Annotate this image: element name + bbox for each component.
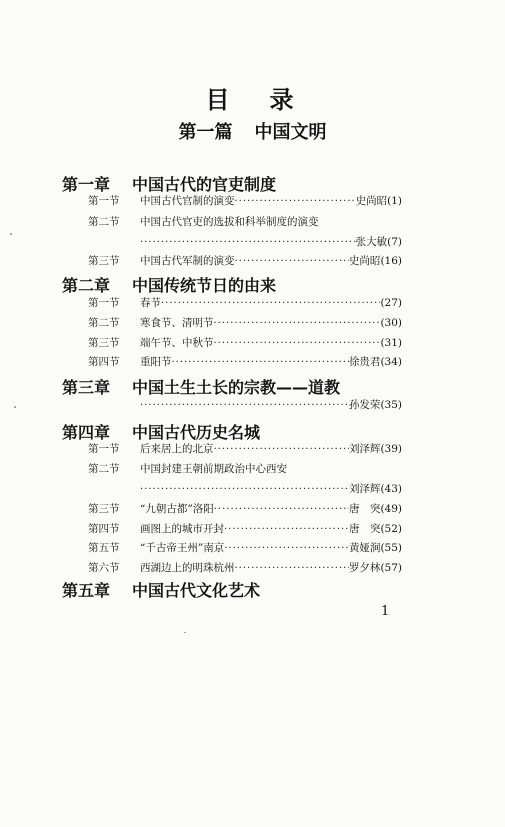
entry-title: 春节 — [140, 297, 161, 309]
chapter-title: 中国古代的官吏制度 — [132, 175, 277, 194]
section-number — [88, 336, 140, 350]
toc-entry — [140, 502, 402, 517]
entry-title: 中国古代官吏的选拔和科举制度的演变 — [140, 216, 319, 228]
entry-author: 张大敏 — [355, 236, 388, 248]
section-num: 第五节 — [88, 542, 120, 554]
leader-dots — [235, 255, 349, 269]
section-number — [88, 254, 140, 268]
part-number: 第一篇 — [178, 122, 233, 143]
leader-dots — [214, 337, 381, 351]
toc-entry — [140, 522, 402, 537]
toc-entry — [140, 254, 402, 269]
section-num: 第六节 — [88, 562, 120, 574]
leader-dots — [140, 236, 356, 250]
entry-title: “九朝古都”洛阳 — [140, 503, 214, 515]
toc-entry-continuation — [140, 235, 402, 250]
entry-title: 重阳节 — [140, 356, 172, 368]
toc-entry-continuation — [140, 482, 402, 497]
leader-dots — [214, 503, 349, 517]
section-num: 第四节 — [88, 523, 120, 535]
entry-page: (43) — [380, 483, 402, 495]
entry-author: 史尚昭 — [355, 195, 388, 207]
leader-dots — [235, 562, 349, 576]
entry-page: (31) — [380, 337, 402, 349]
section-num: 第一节 — [88, 195, 120, 207]
entry-page: (35) — [380, 399, 402, 411]
toc-entry — [140, 561, 402, 576]
section-number — [88, 561, 140, 575]
entry-author: 黄娅涧 — [348, 542, 381, 554]
section-num: 第一节 — [88, 297, 120, 309]
entry-author: 唐 突 — [348, 523, 381, 535]
chapter-heading — [62, 375, 340, 398]
entry-title: 西湖边上的明珠杭州 — [140, 562, 235, 574]
toc-entry — [140, 336, 402, 351]
section-num: 第二节 — [88, 216, 120, 228]
section-number — [88, 355, 140, 369]
section-number — [88, 502, 140, 516]
entry-page: (52) — [380, 523, 402, 535]
entry-author: 唐 突 — [348, 503, 381, 515]
toc-entry — [140, 316, 402, 331]
section-number — [88, 296, 140, 310]
leader-dots — [214, 317, 381, 331]
entry-page: (39) — [380, 443, 402, 455]
leader-dots — [224, 523, 349, 537]
leader-dots — [140, 399, 349, 413]
entry-page: (16) — [380, 255, 402, 267]
entry-page: (27) — [380, 297, 402, 309]
leader-dots — [214, 443, 349, 457]
leader-dots — [235, 195, 356, 209]
entry-title: 中国封建王朝前期政治中心西安 — [140, 463, 287, 475]
entry-page: (49) — [380, 503, 402, 515]
entry-title: “千古帝王州”南京 — [140, 542, 225, 554]
leader-dots — [224, 542, 349, 556]
entry-author: 刘泽辉 — [348, 483, 381, 495]
entry-title: 画图上的城市开封 — [140, 523, 224, 535]
title-char-2: 录 — [269, 86, 300, 114]
scan-speck — [184, 632, 186, 633]
leader-dots — [172, 356, 349, 370]
toc-entry — [140, 296, 402, 311]
part-title: 中国文明 — [254, 122, 327, 143]
entry-author: 孙发荣 — [348, 399, 381, 411]
entry-title: 端午节、中秋节 — [140, 337, 214, 349]
chapter-number: 第四章 — [62, 423, 111, 442]
chapter-number: 第三章 — [62, 378, 111, 397]
section-number — [88, 194, 140, 208]
chapter-heading — [62, 420, 260, 443]
section-num: 第三节 — [88, 255, 120, 267]
section-num: 第一节 — [88, 443, 120, 455]
section-num: 第三节 — [88, 337, 120, 349]
toc-title — [0, 80, 505, 115]
chapter-title: 中国传统节日的由来 — [132, 276, 277, 295]
section-number — [88, 215, 140, 229]
chapter-title: 中国土生土长的宗教——道教 — [132, 378, 341, 397]
scan-speck — [14, 406, 16, 408]
entry-page: (55) — [380, 542, 402, 554]
entry-author: 史尚昭 — [348, 255, 381, 267]
chapter-heading — [62, 172, 276, 195]
part-heading — [0, 118, 505, 144]
chapter-number: 第一章 — [62, 175, 111, 194]
leader-dots — [161, 297, 380, 311]
section-number — [88, 541, 140, 555]
leader-dots — [140, 483, 349, 497]
entry-page: (1) — [387, 195, 402, 207]
section-num: 第二节 — [88, 463, 120, 475]
entry-page: (57) — [380, 562, 402, 574]
toc-entry — [140, 194, 402, 209]
section-number — [88, 522, 140, 536]
entry-author: 刘泽辉 — [348, 443, 381, 455]
entry-title: 中国古代官制的演变 — [140, 195, 235, 207]
entry-author: 罗夕林 — [348, 562, 381, 574]
chapter-heading — [62, 578, 260, 601]
entry-author: 徐贵君 — [348, 356, 381, 368]
chapter-heading — [62, 273, 276, 296]
section-number — [88, 316, 140, 330]
section-number — [88, 442, 140, 456]
section-num: 第三节 — [88, 503, 120, 515]
chapter-number: 第二章 — [62, 276, 111, 295]
section-number — [88, 462, 140, 476]
toc-entry — [140, 355, 402, 370]
toc-entry-continuation — [140, 398, 402, 413]
page-number: 1 — [381, 604, 390, 619]
section-num: 第二节 — [88, 317, 120, 329]
entry-title: 寒食节、清明节 — [140, 317, 214, 329]
chapter-number: 第五章 — [62, 581, 111, 600]
chapter-title: 中国古代文化艺术 — [132, 581, 261, 600]
entry-page: (30) — [380, 317, 402, 329]
entry-title: 后来居上的北京 — [140, 443, 214, 455]
title-char-1: 目 — [205, 86, 236, 114]
entry-page: (34) — [380, 356, 402, 368]
toc-entry — [140, 541, 402, 556]
scan-speck — [10, 233, 12, 235]
entry-page: (7) — [387, 236, 402, 248]
entry-title: 中国古代军制的演变 — [140, 255, 235, 267]
section-num: 第四节 — [88, 356, 120, 368]
toc-entry — [140, 442, 402, 457]
chapter-title: 中国古代历史名城 — [132, 423, 261, 442]
